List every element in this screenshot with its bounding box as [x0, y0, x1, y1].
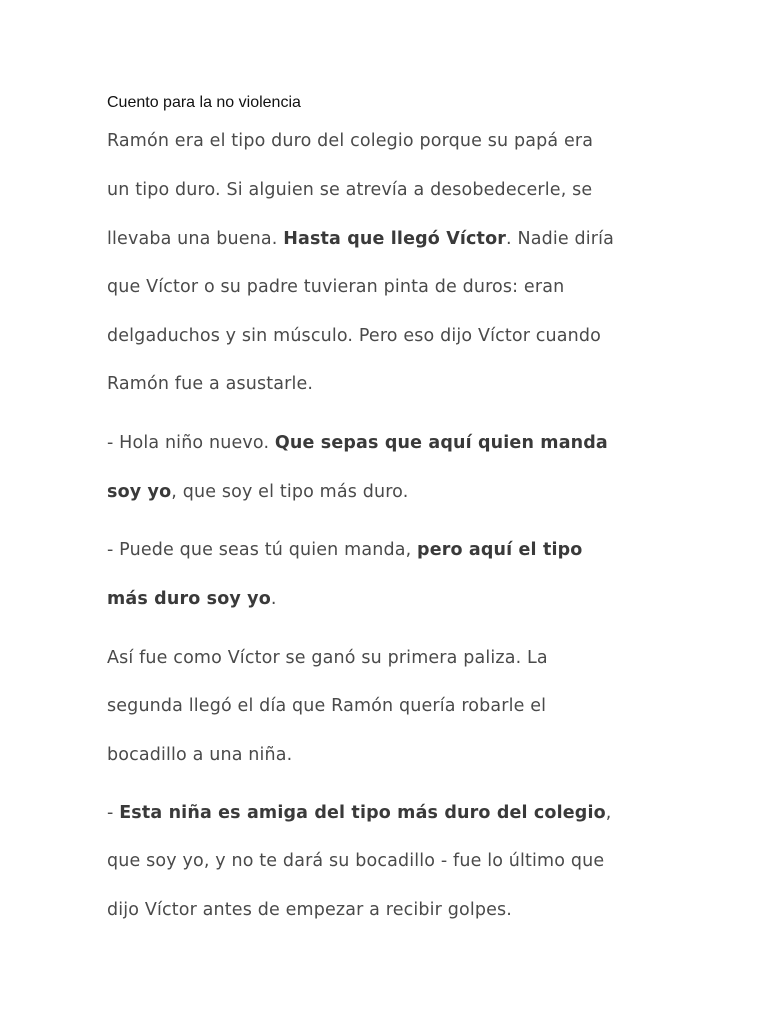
text-segment: Ramón fue a asustarle. [107, 374, 314, 394]
text-line [107, 648, 548, 668]
text-line [107, 180, 592, 200]
text-line [107, 326, 601, 346]
text-segment: delgaduchos y sin músculo. Pero eso dijo Víctor cuando [107, 326, 602, 346]
text-segment: Así fue como Víctor se ganó su primera paliza. La [107, 648, 548, 668]
text-segment: que Víctor o su padre tuvieran pinta de duros: eran [107, 277, 565, 297]
text-segment: que soy yo, y no te dará su bocadillo - fue lo último que [107, 851, 605, 871]
text-line [107, 696, 546, 716]
text-segment: llevaba una buena. [107, 229, 284, 249]
text-line [107, 433, 608, 453]
text-line [107, 803, 612, 823]
bold-text-segment: más duro soy yo [107, 589, 271, 609]
bold-text-segment: Hasta que llegó Víctor [283, 229, 507, 249]
text-line [107, 745, 292, 765]
text-line [107, 374, 313, 394]
text-line [107, 900, 512, 920]
text-line [107, 589, 277, 609]
document-title: Cuento para la no violencia [107, 94, 301, 111]
text-line [107, 229, 614, 249]
text-segment: , que soy el tipo más duro. [171, 482, 409, 502]
text-segment: . [270, 589, 277, 609]
text-line [107, 851, 604, 871]
text-segment: - Puede que seas tú quien manda, [107, 540, 418, 560]
text-segment: bocadillo a una niña. [107, 745, 293, 765]
text-segment: - Hola niño nuevo. [107, 433, 275, 453]
text-segment: un tipo duro. Si alguien se atrevía a desobedecerle, se [107, 180, 593, 200]
text-line [107, 277, 564, 297]
text-segment: Ramón era el tipo duro del colegio porque su papá era [107, 131, 594, 151]
text-segment: segunda llegó el día que Ramón quería robarle el [107, 696, 547, 716]
text-line [107, 482, 408, 502]
text-line [107, 131, 593, 151]
bold-text-segment: Esta niña es amiga del tipo más duro del colegio [119, 803, 606, 823]
text-line [107, 540, 582, 560]
text-segment: , [605, 803, 612, 823]
text-segment: dijo Víctor antes de empezar a recibir golpes. [107, 900, 513, 920]
bold-text-segment: soy yo [107, 482, 172, 502]
bold-text-segment: Que sepas que aquí quien manda [274, 433, 608, 453]
text-segment: - [107, 803, 120, 823]
text-segment: . Nadie diría [506, 229, 614, 249]
bold-text-segment: pero aquí el tipo [417, 540, 583, 560]
